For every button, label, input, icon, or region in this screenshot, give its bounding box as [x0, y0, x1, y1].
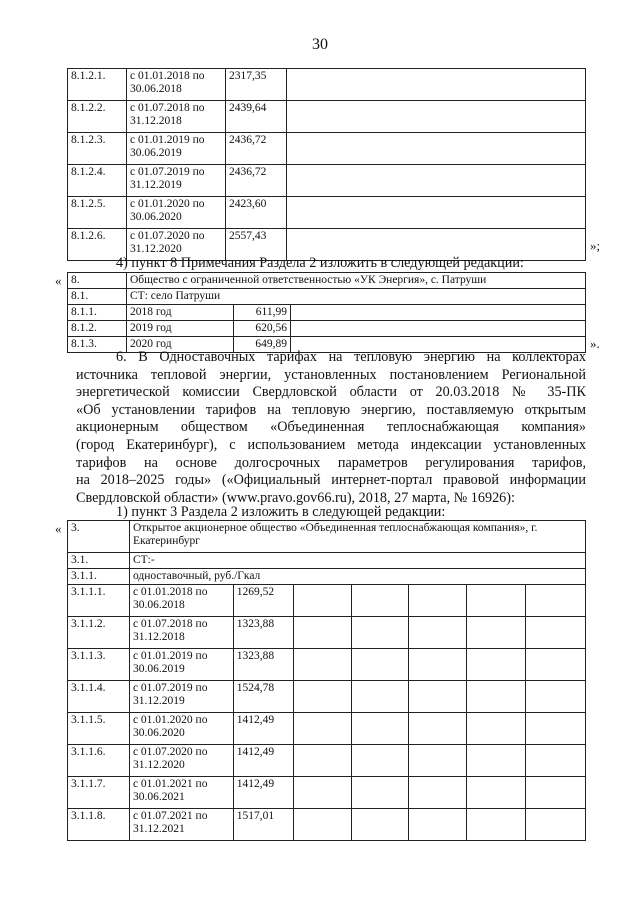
cell-empty [467, 777, 526, 809]
table-row [68, 569, 586, 585]
table-row [68, 553, 586, 569]
cell-code: 8. [68, 273, 127, 289]
table-row [68, 617, 586, 649]
cell-empty [293, 649, 351, 681]
cell-period: с 01.07.2020 по 31.12.2020 [129, 745, 233, 777]
cell-code: 3. [68, 521, 130, 553]
cell-empty [293, 617, 351, 649]
cell-empty [526, 617, 586, 649]
cell-empty [526, 649, 586, 681]
paragraph-line: тарифов на основе долгосрочных параметров регулирования тарифов, [76, 454, 586, 471]
cell-code: 3.1.1.5. [68, 713, 130, 745]
cell-period: с 01.01.2021 по 30.06.2021 [129, 777, 233, 809]
cell-empty [351, 777, 409, 809]
table-row [68, 101, 586, 133]
cell-empty [287, 197, 586, 229]
cell-value: 2436,72 [226, 165, 287, 197]
cell-empty [409, 617, 467, 649]
cell-value: 1323,88 [233, 617, 293, 649]
cell-empty [409, 777, 467, 809]
tariff-table-1 [67, 68, 586, 261]
table-row [68, 321, 586, 337]
cell-org: Общество с ограниченной ответственностью «УК Энергия», с. Патруши [127, 273, 586, 289]
table-row [68, 289, 586, 305]
cell-year: 2020 год [127, 337, 234, 353]
cell-code: 3.1.1. [68, 569, 130, 585]
cell-empty [467, 681, 526, 713]
cell-code: 8.1.2.5. [68, 197, 127, 229]
paragraph-6 [76, 349, 586, 507]
table-row [68, 649, 586, 681]
table-row [68, 713, 586, 745]
table-row [68, 681, 586, 713]
item-1-text: 1) пункт 3 Раздела 2 изложить в следующей редакции: [116, 504, 446, 520]
table-row [68, 69, 586, 101]
cell-code: 8.1.2.3. [68, 133, 127, 165]
cell-empty [351, 649, 409, 681]
cell-empty [526, 681, 586, 713]
cell-code: 8.1.2.4. [68, 165, 127, 197]
cell-empty [291, 305, 586, 321]
cell-value: 1412,49 [233, 777, 293, 809]
paragraph-line: «Об установлении тарифов на тепловую энергию, поставляемую открытым [76, 401, 586, 418]
cell-empty [351, 809, 409, 841]
table-row [68, 745, 586, 777]
paragraph-line: (город Екатеринбург), с использованием метода индексации установленных [76, 436, 586, 453]
table2-open-quote: « [55, 273, 62, 288]
cell-empty [293, 809, 351, 841]
table-row [68, 809, 586, 841]
cell-period: с 01.07.2021 по 31.12.2021 [129, 809, 233, 841]
cell-code: 8.1.2. [68, 321, 127, 337]
cell-territory: СТ:- [129, 553, 585, 569]
cell-period: с 01.01.2019 по 30.06.2019 [127, 133, 226, 165]
cell-value: 1517,01 [233, 809, 293, 841]
table-row [68, 305, 586, 321]
paragraph-line: на 2018–2025 годы» («Официальный интернет-портал правовой информации [76, 472, 586, 489]
cell-empty [351, 617, 409, 649]
cell-value: 1412,49 [233, 713, 293, 745]
cell-code: 3.1.1.4. [68, 681, 130, 713]
cell-value: 611,99 [234, 305, 291, 321]
cell-period: с 01.07.2019 по 31.12.2019 [129, 681, 233, 713]
cell-code: 3.1.1.7. [68, 777, 130, 809]
cell-tariff-type: одноставочный, руб./Гкал [129, 569, 585, 585]
table1-closing: »; [590, 238, 601, 253]
cell-code: 3.1.1.1. [68, 585, 130, 617]
cell-empty [526, 809, 586, 841]
cell-empty [291, 321, 586, 337]
cell-value: 1269,52 [233, 585, 293, 617]
cell-empty [287, 133, 586, 165]
cell-code: 3.1.1.3. [68, 649, 130, 681]
cell-empty [409, 713, 467, 745]
cell-empty [467, 745, 526, 777]
cell-empty [467, 585, 526, 617]
cell-territory: СТ: село Патруши [127, 289, 586, 305]
cell-code: 8.1.2.2. [68, 101, 127, 133]
cell-period: с 01.07.2018 по 31.12.2018 [129, 617, 233, 649]
page-number: 30 [312, 36, 328, 53]
table-row [68, 585, 586, 617]
cell-code: 8.1.3. [68, 337, 127, 353]
cell-empty [409, 681, 467, 713]
cell-empty [409, 809, 467, 841]
cell-empty [526, 713, 586, 745]
cell-empty [409, 649, 467, 681]
cell-empty [526, 777, 586, 809]
table-row [68, 273, 586, 289]
cell-value: 1524,78 [233, 681, 293, 713]
cell-period: с 01.01.2018 по 30.06.2018 [127, 69, 226, 101]
cell-code: 8.1.2.1. [68, 69, 127, 101]
cell-code: 3.1.1.2. [68, 617, 130, 649]
tariff-table-2 [67, 272, 586, 353]
cell-code: 8.1.2.6. [68, 229, 127, 261]
table-row [68, 165, 586, 197]
table2-closing: ». [590, 336, 600, 351]
cell-empty [351, 585, 409, 617]
cell-empty [409, 585, 467, 617]
cell-empty [293, 777, 351, 809]
cell-period: с 01.01.2018 по 30.06.2018 [129, 585, 233, 617]
cell-period: с 01.01.2019 по 30.06.2019 [129, 649, 233, 681]
cell-value: 2439,64 [226, 101, 287, 133]
cell-empty [467, 617, 526, 649]
paragraph-line: Свердловской области» (www.pravo.gov66.ru), 2018, 27 марта, № 16926): [76, 489, 515, 506]
cell-empty [351, 713, 409, 745]
cell-empty [293, 745, 351, 777]
paragraph-line: 6. В Одноставочных тарифах на тепловую энергию на коллекторах [116, 349, 586, 365]
cell-year: 2018 год [127, 305, 234, 321]
cell-empty [287, 69, 586, 101]
cell-value: 649,89 [234, 337, 291, 353]
cell-period: с 01.01.2020 по 30.06.2020 [127, 197, 226, 229]
cell-value: 2423,60 [226, 197, 287, 229]
cell-empty [351, 745, 409, 777]
cell-empty [409, 745, 467, 777]
cell-value: 620,56 [234, 321, 291, 337]
cell-code: 3.1. [68, 553, 130, 569]
cell-empty [526, 585, 586, 617]
cell-period: с 01.07.2020 по 31.12.2020 [127, 229, 226, 261]
cell-value: 2557,43 [226, 229, 287, 261]
cell-code: 3.1.1.8. [68, 809, 130, 841]
table-row [68, 197, 586, 229]
cell-empty [351, 681, 409, 713]
cell-code: 8.1.1. [68, 305, 127, 321]
cell-year: 2019 год [127, 321, 234, 337]
cell-period: с 01.01.2020 по 30.06.2020 [129, 713, 233, 745]
paragraph-line: источника тепловой энергии, установленных постановлением Региональной [76, 366, 586, 383]
table-row [68, 521, 586, 553]
cell-period: с 01.07.2018 по 31.12.2018 [127, 101, 226, 133]
item-4-text: 4) пункт 8 Примечания Раздела 2 изложить в следующей редакции: [116, 255, 524, 271]
cell-value: 2436,72 [226, 133, 287, 165]
paragraph-line: энергетической комиссии Свердловской области от 20.03.2018 № 35-ПК [76, 384, 586, 401]
cell-empty [287, 101, 586, 133]
cell-empty [287, 165, 586, 197]
cell-empty [293, 681, 351, 713]
cell-period: с 01.07.2019 по 31.12.2019 [127, 165, 226, 197]
cell-code: 3.1.1.6. [68, 745, 130, 777]
cell-empty [293, 713, 351, 745]
table3-open-quote: « [55, 521, 62, 536]
cell-empty [467, 713, 526, 745]
paragraph-line: акционерным обществом «Объединенная теплоснабжающая компания» [76, 419, 586, 436]
cell-empty [526, 745, 586, 777]
cell-empty [467, 649, 526, 681]
tariff-table-3 [67, 520, 586, 841]
cell-empty [467, 809, 526, 841]
cell-empty [293, 585, 351, 617]
cell-org: Открытое акционерное общество «Объединенная теплоснабжающая компания», г. Екатеринбург [129, 521, 585, 553]
cell-value: 2317,35 [226, 69, 287, 101]
cell-value: 1323,88 [233, 649, 293, 681]
cell-code: 8.1. [68, 289, 127, 305]
cell-value: 1412,49 [233, 745, 293, 777]
table-row [68, 133, 586, 165]
table-row [68, 777, 586, 809]
